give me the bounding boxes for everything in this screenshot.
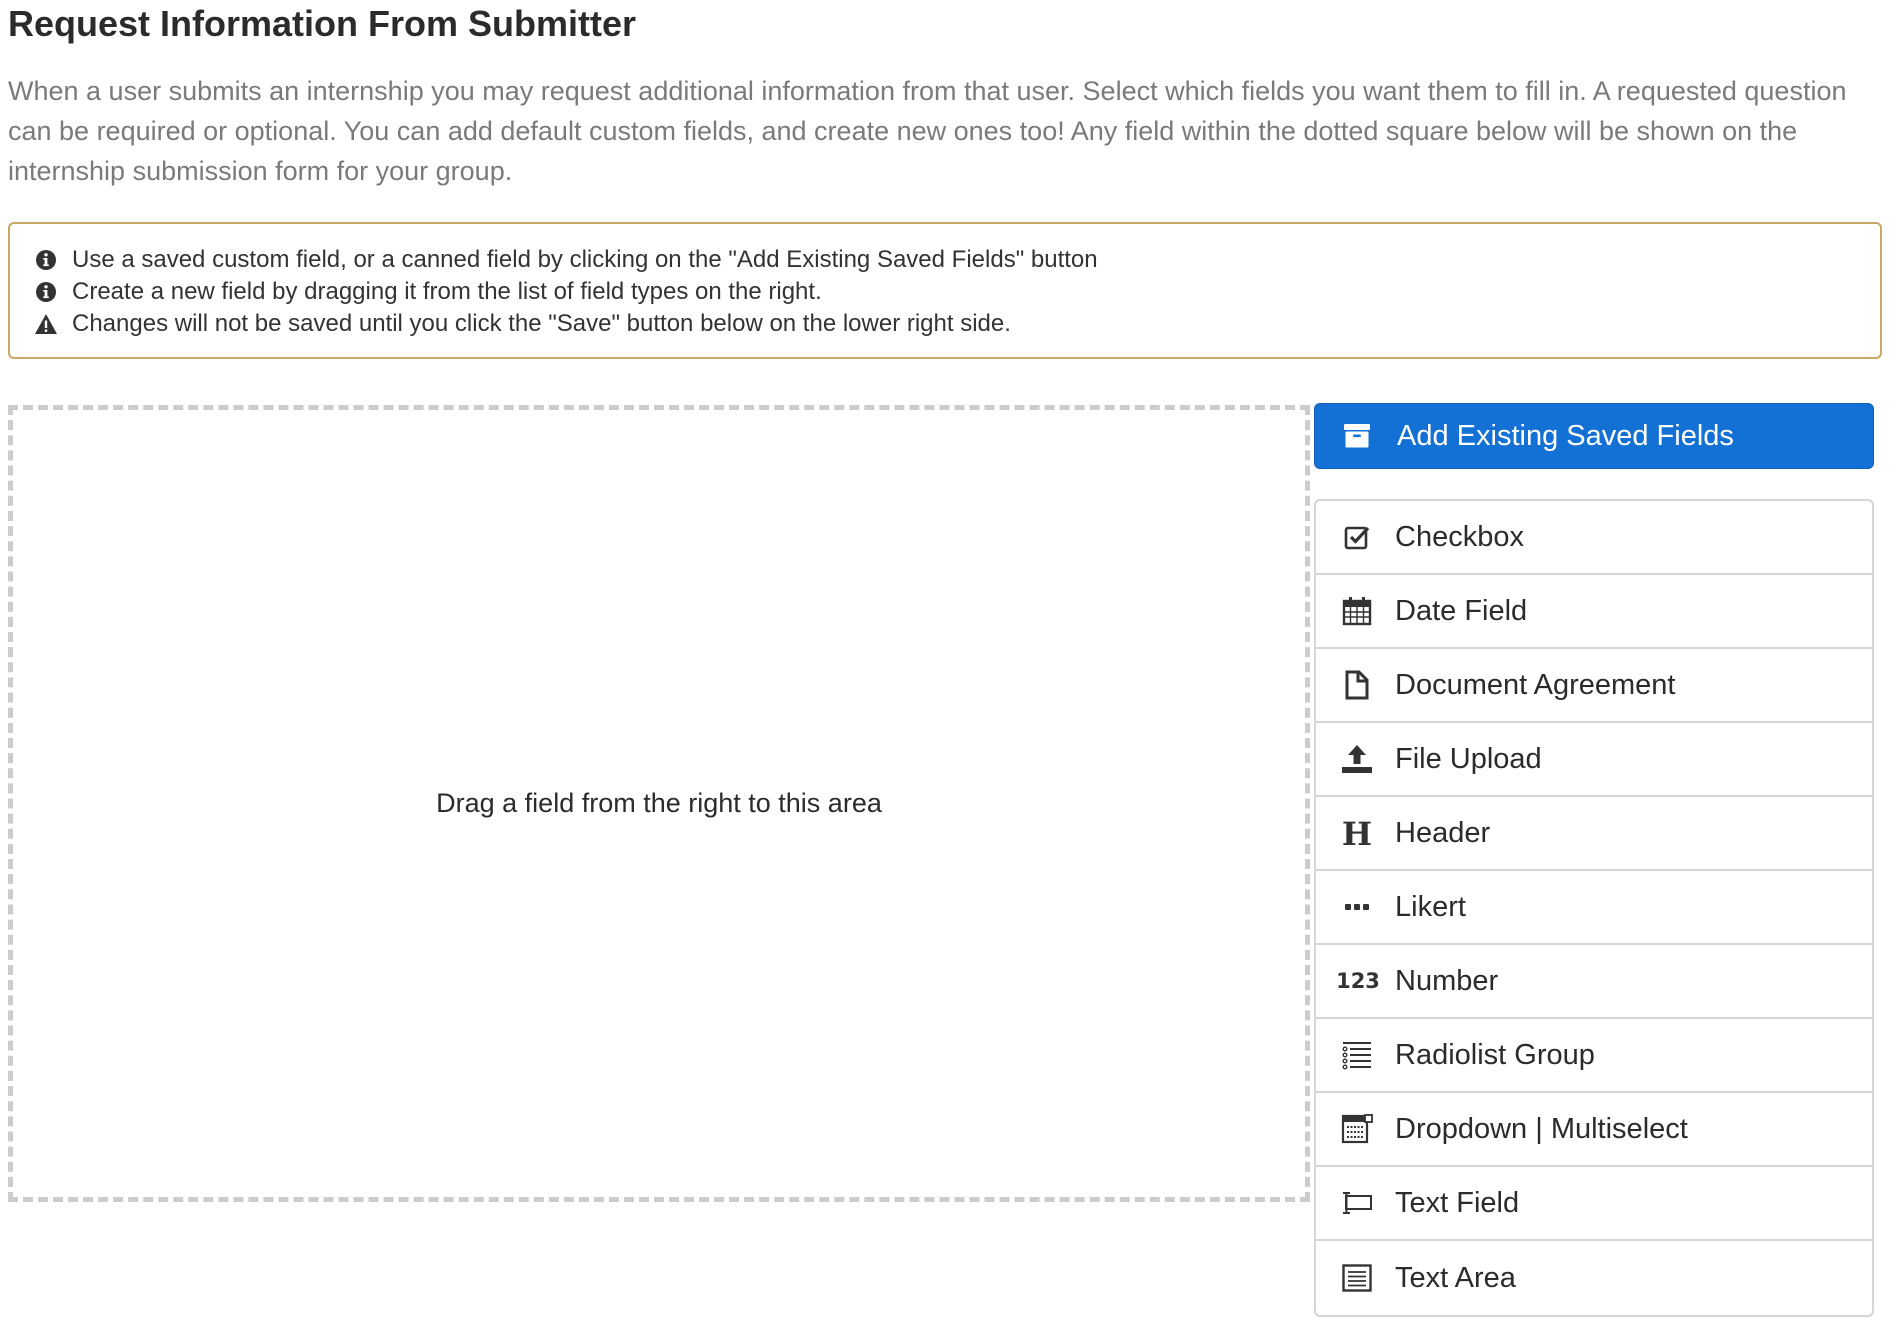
notice-text: Use a saved custom field, or a canned field by clicking on the "Add Existing Saved Fields" button bbox=[72, 246, 1098, 273]
svg-text:H: H bbox=[1342, 818, 1372, 848]
notice-text: Create a new field by dragging it from the list of field types on the right. bbox=[72, 278, 822, 305]
field-type-file-upload[interactable] bbox=[1316, 723, 1872, 797]
field-type-header[interactable] bbox=[1316, 797, 1872, 871]
field-type-date-field[interactable] bbox=[1316, 575, 1872, 649]
text-area-icon bbox=[1340, 1261, 1374, 1295]
field-type-label: Document Agreement bbox=[1395, 668, 1676, 701]
field-type-text-area[interactable] bbox=[1316, 1241, 1872, 1315]
calendar-icon bbox=[1340, 594, 1374, 628]
field-type-number[interactable] bbox=[1316, 945, 1872, 1019]
field-type-label: File Upload bbox=[1395, 742, 1542, 775]
field-type-label: Header bbox=[1395, 816, 1491, 849]
dropdown-icon bbox=[1340, 1112, 1374, 1146]
notice-text: Changes will not be saved until you click the "Save" button below on the lower right side. bbox=[72, 310, 1011, 337]
ellipsis-icon bbox=[1340, 890, 1374, 924]
field-type-likert[interactable] bbox=[1316, 871, 1872, 945]
notice-line bbox=[34, 308, 1880, 340]
info-circle-icon bbox=[34, 248, 58, 272]
warning-triangle-icon bbox=[34, 312, 58, 336]
add-existing-saved-fields-button[interactable] bbox=[1314, 403, 1874, 469]
drop-zone-hint: Drag a field from the right to this area bbox=[436, 788, 882, 818]
field-type-label: Number bbox=[1395, 964, 1499, 997]
number-icon: 123 bbox=[1336, 969, 1380, 993]
checkbox-icon bbox=[1340, 520, 1374, 554]
field-type-list bbox=[1314, 499, 1874, 1317]
field-type-checkbox[interactable] bbox=[1316, 501, 1872, 575]
notice-box bbox=[8, 222, 1882, 359]
field-type-text-field[interactable] bbox=[1316, 1167, 1872, 1241]
upload-icon bbox=[1340, 742, 1374, 776]
notice-line bbox=[34, 244, 1880, 276]
field-drop-zone[interactable] bbox=[8, 405, 1310, 1202]
add-existing-label: Add Existing Saved Fields bbox=[1397, 419, 1734, 452]
field-type-radiolist-group[interactable] bbox=[1316, 1019, 1872, 1093]
archive-box-icon bbox=[1343, 423, 1371, 449]
field-type-dropdown-multiselect[interactable] bbox=[1316, 1093, 1872, 1167]
header-icon bbox=[1340, 816, 1374, 850]
field-type-label: Text Field bbox=[1395, 1186, 1520, 1219]
field-type-label: Text Area bbox=[1395, 1261, 1516, 1294]
field-type-label: Likert bbox=[1395, 890, 1466, 923]
field-type-label: Radiolist Group bbox=[1395, 1038, 1595, 1071]
page-title: Request Information From Submitter bbox=[8, 3, 637, 44]
notice-line bbox=[34, 276, 1880, 308]
field-type-label: Dropdown | Multiselect bbox=[1395, 1112, 1688, 1145]
document-icon bbox=[1340, 668, 1374, 702]
info-circle-icon bbox=[34, 280, 58, 304]
field-type-label: Checkbox bbox=[1395, 520, 1524, 553]
field-type-document-agreement[interactable] bbox=[1316, 649, 1872, 723]
list-icon bbox=[1340, 1038, 1374, 1072]
page-description: When a user submits an internship you may request additional information from that user. Select which fields you want them to fill in. A requested question can be required or optional. You can add default custom fields, and create new ones too! Any field within the dotted square below will be shown on the internship submission form for your group. bbox=[8, 76, 1847, 186]
field-type-label: Date Field bbox=[1395, 594, 1528, 627]
text-field-icon bbox=[1340, 1186, 1374, 1220]
